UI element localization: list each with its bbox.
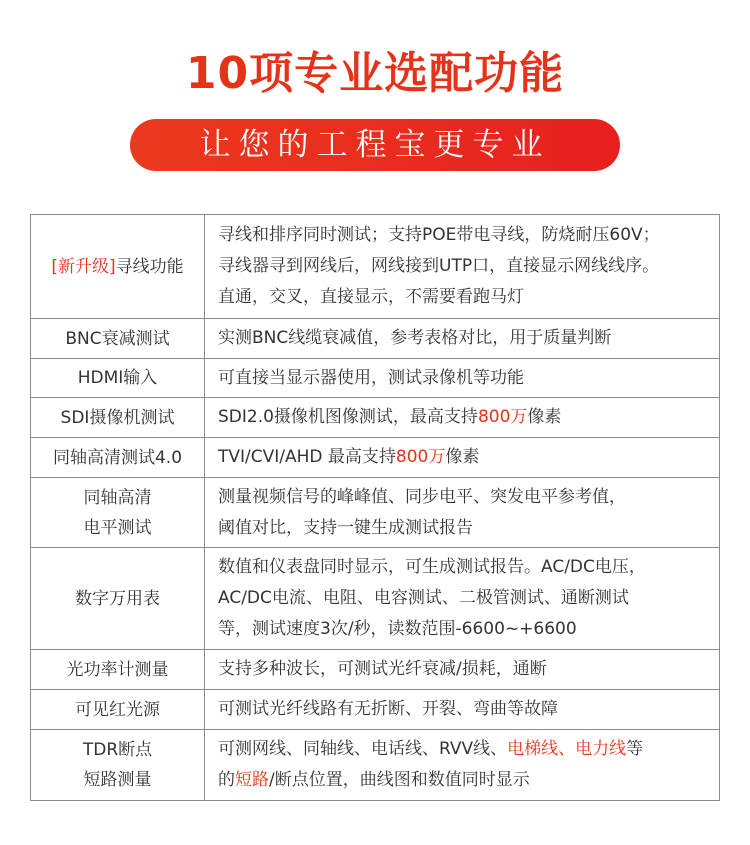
description-text: 的 — [218, 770, 235, 790]
description-cell — [205, 215, 720, 319]
highlight-text: 800万 — [477, 407, 528, 427]
description-cell — [205, 548, 720, 650]
description-line: AC/DC电流、电阻、电容测试、二极管测试、通断测试 — [218, 588, 629, 608]
table-row — [31, 398, 720, 438]
feature-label: 短路测量 — [83, 770, 152, 790]
feature-label: TDR断点 — [82, 740, 153, 760]
description-line: 寻线器寻到网线后，网线接到UTP口，直接显示网线线序。 — [218, 256, 660, 276]
description-text: SDI2.0摄像机图像测试，最高支持 — [218, 407, 478, 427]
highlight-text: 800万 — [395, 447, 446, 467]
feature-table — [30, 214, 720, 801]
description-line: 测量视频信号的峰峰值、同步电平、突发电平参考值， — [218, 486, 626, 507]
description-text: TVI/CVI/AHD 最高支持 — [218, 447, 396, 467]
table-row — [31, 650, 720, 690]
feature-cell: 同轴高清测试4.0 — [31, 438, 205, 478]
feature-label: 同轴高清 — [83, 487, 152, 508]
page-title: 10项专业选配功能 — [185, 48, 565, 99]
description-line: 数值和仪表盘同时显示，可生成测试报告。AC/DC电压， — [218, 557, 646, 577]
description-cell — [205, 730, 720, 801]
description-line — [218, 734, 713, 765]
description-line — [218, 765, 713, 796]
table-row — [31, 215, 720, 319]
feature-cell: SDI摄像机测试 — [31, 398, 205, 438]
description-cell: 支持多种波长，可测试光纤衰减/损耗，通断 — [205, 650, 720, 690]
table-row — [31, 690, 720, 730]
table-row — [31, 548, 720, 650]
description-cell — [205, 438, 720, 478]
feature-cell: 光功率计测量 — [31, 650, 205, 690]
new-upgrade-tag: [新升级] — [51, 256, 116, 277]
description-text: 像素 — [527, 407, 562, 427]
slogan-banner: 让您的工程宝更专业 — [130, 119, 620, 171]
description-cell — [205, 398, 720, 438]
feature-label: 寻线功能 — [115, 256, 184, 277]
feature-label: 电平测试 — [83, 517, 152, 538]
description-cell: 可直接当显示器使用，测试录像机等功能 — [205, 359, 720, 398]
description-cell — [205, 478, 720, 548]
description-text: 像素 — [445, 447, 480, 467]
table-row — [31, 730, 720, 801]
description-line: 寻线和排序同时测试；支持POE带电寻线，防烧耐压60V； — [218, 225, 660, 245]
table-row — [31, 438, 720, 478]
description-line: 直通，交叉，直接显示，不需要看跑马灯 — [218, 287, 524, 307]
highlight-text: 短路 — [235, 770, 269, 790]
feature-cell: BNC衰减测试 — [31, 319, 205, 359]
feature-cell — [31, 730, 205, 801]
description-cell: 实测BNC线缆衰减值，参考表格对比，用于质量判断 — [205, 319, 720, 359]
description-text: 等 — [626, 739, 644, 759]
feature-cell — [31, 478, 205, 548]
description-text: /断点位置，曲线图和数值同时显示 — [269, 770, 530, 790]
description-cell: 可测试光纤线路有无折断、开裂、弯曲等故障 — [205, 690, 720, 730]
table-row — [31, 359, 720, 398]
table-row — [31, 319, 720, 359]
description-text: 可测网线、同轴线、电话线、RVV线、 — [218, 739, 508, 759]
feature-cell — [31, 215, 205, 319]
feature-cell: 可见红光源 — [31, 690, 205, 730]
table-row — [31, 478, 720, 548]
description-line: 等，测试速度3次/秒，读数范围-6600~+6600 — [218, 619, 577, 639]
feature-cell: 数字万用表 — [31, 548, 205, 650]
description-line: 阈值对比，支持一键生成测试报告 — [218, 517, 473, 538]
highlight-text: 电梯线、电力线 — [507, 739, 627, 759]
feature-cell: HDMI输入 — [31, 359, 205, 398]
